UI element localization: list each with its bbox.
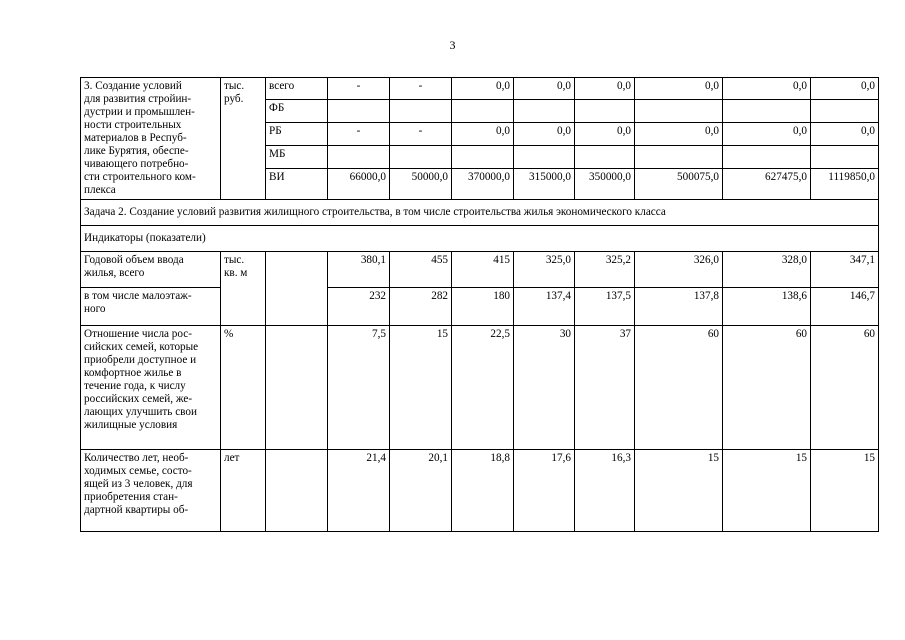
value-cell: 0,0 (575, 78, 635, 100)
value-cell: 0,0 (811, 78, 879, 100)
value-cell: 0,0 (575, 122, 635, 145)
indicators-heading: Индикаторы (показатели) (81, 226, 879, 252)
value-cell (328, 99, 390, 122)
value-cell: 350000,0 (575, 168, 635, 199)
table-row (81, 288, 879, 326)
table-row (81, 200, 879, 226)
value-cell: 380,1 (328, 252, 390, 288)
value-cell (514, 99, 575, 122)
value-cell: 60 (723, 326, 811, 450)
value-cell: 627475,0 (723, 168, 811, 199)
value-cell: 0,0 (723, 78, 811, 100)
empty-cell (266, 252, 328, 326)
value-cell: 315000,0 (514, 168, 575, 199)
value-cell: 18,8 (452, 450, 514, 532)
value-cell (635, 145, 723, 168)
table-row (81, 326, 879, 450)
value-cell: - (328, 78, 390, 100)
value-cell: - (390, 78, 452, 100)
empty-cell (266, 450, 328, 532)
value-cell: 15 (723, 450, 811, 532)
funding-source: РБ (266, 122, 328, 145)
value-cell: 15 (811, 450, 879, 532)
value-cell: 137,8 (635, 288, 723, 326)
value-cell: - (328, 122, 390, 145)
value-cell: 0,0 (514, 122, 575, 145)
value-cell: 137,5 (575, 288, 635, 326)
value-cell: 137,4 (514, 288, 575, 326)
table-row (81, 450, 879, 532)
value-cell: 455 (390, 252, 452, 288)
value-cell: 20,1 (390, 450, 452, 532)
value-cell (575, 99, 635, 122)
indicator-unit: % (221, 326, 266, 450)
value-cell: 415 (452, 252, 514, 288)
value-cell: 60 (811, 326, 879, 450)
table-row (81, 78, 879, 100)
value-cell: 0,0 (811, 122, 879, 145)
value-cell (723, 99, 811, 122)
value-cell: 282 (390, 288, 452, 326)
value-cell (514, 145, 575, 168)
value-cell: 146,7 (811, 288, 879, 326)
value-cell (811, 99, 879, 122)
value-cell (390, 145, 452, 168)
value-cell (723, 145, 811, 168)
empty-cell (266, 326, 328, 450)
value-cell: 21,4 (328, 450, 390, 532)
table-row (81, 226, 879, 252)
value-cell: 0,0 (635, 122, 723, 145)
value-cell: - (390, 122, 452, 145)
value-cell: 232 (328, 288, 390, 326)
section3-title: 3. Создание условий для развития стройин- дустрии и промышлен- ности строительных материалов в Респуб- лике Бурятия, обеспе- чивающего потребно- сти строительного ком- плекса (81, 78, 221, 200)
value-cell: 500075,0 (635, 168, 723, 199)
value-cell: 15 (635, 450, 723, 532)
funding-source: всего (266, 78, 328, 100)
indicator-label: Количество лет, необ- ходимых семье, состо- ящей из 3 человек, для приобретения стан- дартной квартиры об- (81, 450, 221, 532)
task2-heading: Задача 2. Создание условий развития жилищного строительства, в том числе строительства жилья экономического класса (81, 200, 879, 226)
funding-source: ФБ (266, 99, 328, 122)
value-cell (328, 145, 390, 168)
value-cell: 325,2 (575, 252, 635, 288)
indicator-unit: тыс. кв. м (221, 252, 266, 326)
indicator-label: Отношение числа рос- сийских семей, которые приобрели доступное и комфортное жилье в течение года, к числу российских семей, же- лающих улучшить свои жилищные условия (81, 326, 221, 450)
value-cell: 0,0 (635, 78, 723, 100)
value-cell: 370000,0 (452, 168, 514, 199)
value-cell: 7,5 (328, 326, 390, 450)
value-cell: 50000,0 (390, 168, 452, 199)
value-cell: 30 (514, 326, 575, 450)
value-cell: 0,0 (723, 122, 811, 145)
program-table (80, 77, 879, 532)
value-cell (390, 99, 452, 122)
value-cell: 66000,0 (328, 168, 390, 199)
table-row (81, 252, 879, 288)
value-cell: 0,0 (452, 122, 514, 145)
value-cell: 16,3 (575, 450, 635, 532)
value-cell (635, 99, 723, 122)
value-cell: 347,1 (811, 252, 879, 288)
value-cell (452, 99, 514, 122)
value-cell: 15 (390, 326, 452, 450)
value-cell: 180 (452, 288, 514, 326)
value-cell: 22,5 (452, 326, 514, 450)
value-cell (575, 145, 635, 168)
value-cell: 17,6 (514, 450, 575, 532)
funding-source: ВИ (266, 168, 328, 199)
indicator-label: в том числе малоэтаж- ного (81, 288, 221, 326)
value-cell: 328,0 (723, 252, 811, 288)
value-cell: 1119850,0 (811, 168, 879, 199)
page-number: 3 (449, 38, 456, 52)
value-cell: 0,0 (514, 78, 575, 100)
value-cell: 325,0 (514, 252, 575, 288)
value-cell: 326,0 (635, 252, 723, 288)
value-cell (811, 145, 879, 168)
funding-source: МБ (266, 145, 328, 168)
value-cell: 37 (575, 326, 635, 450)
value-cell (452, 145, 514, 168)
value-cell: 60 (635, 326, 723, 450)
section3-unit: тыс. руб. (221, 78, 266, 200)
value-cell: 138,6 (723, 288, 811, 326)
value-cell: 0,0 (452, 78, 514, 100)
indicator-label: Годовой объем ввода жилья, всего (81, 252, 221, 288)
indicator-unit: лет (221, 450, 266, 532)
